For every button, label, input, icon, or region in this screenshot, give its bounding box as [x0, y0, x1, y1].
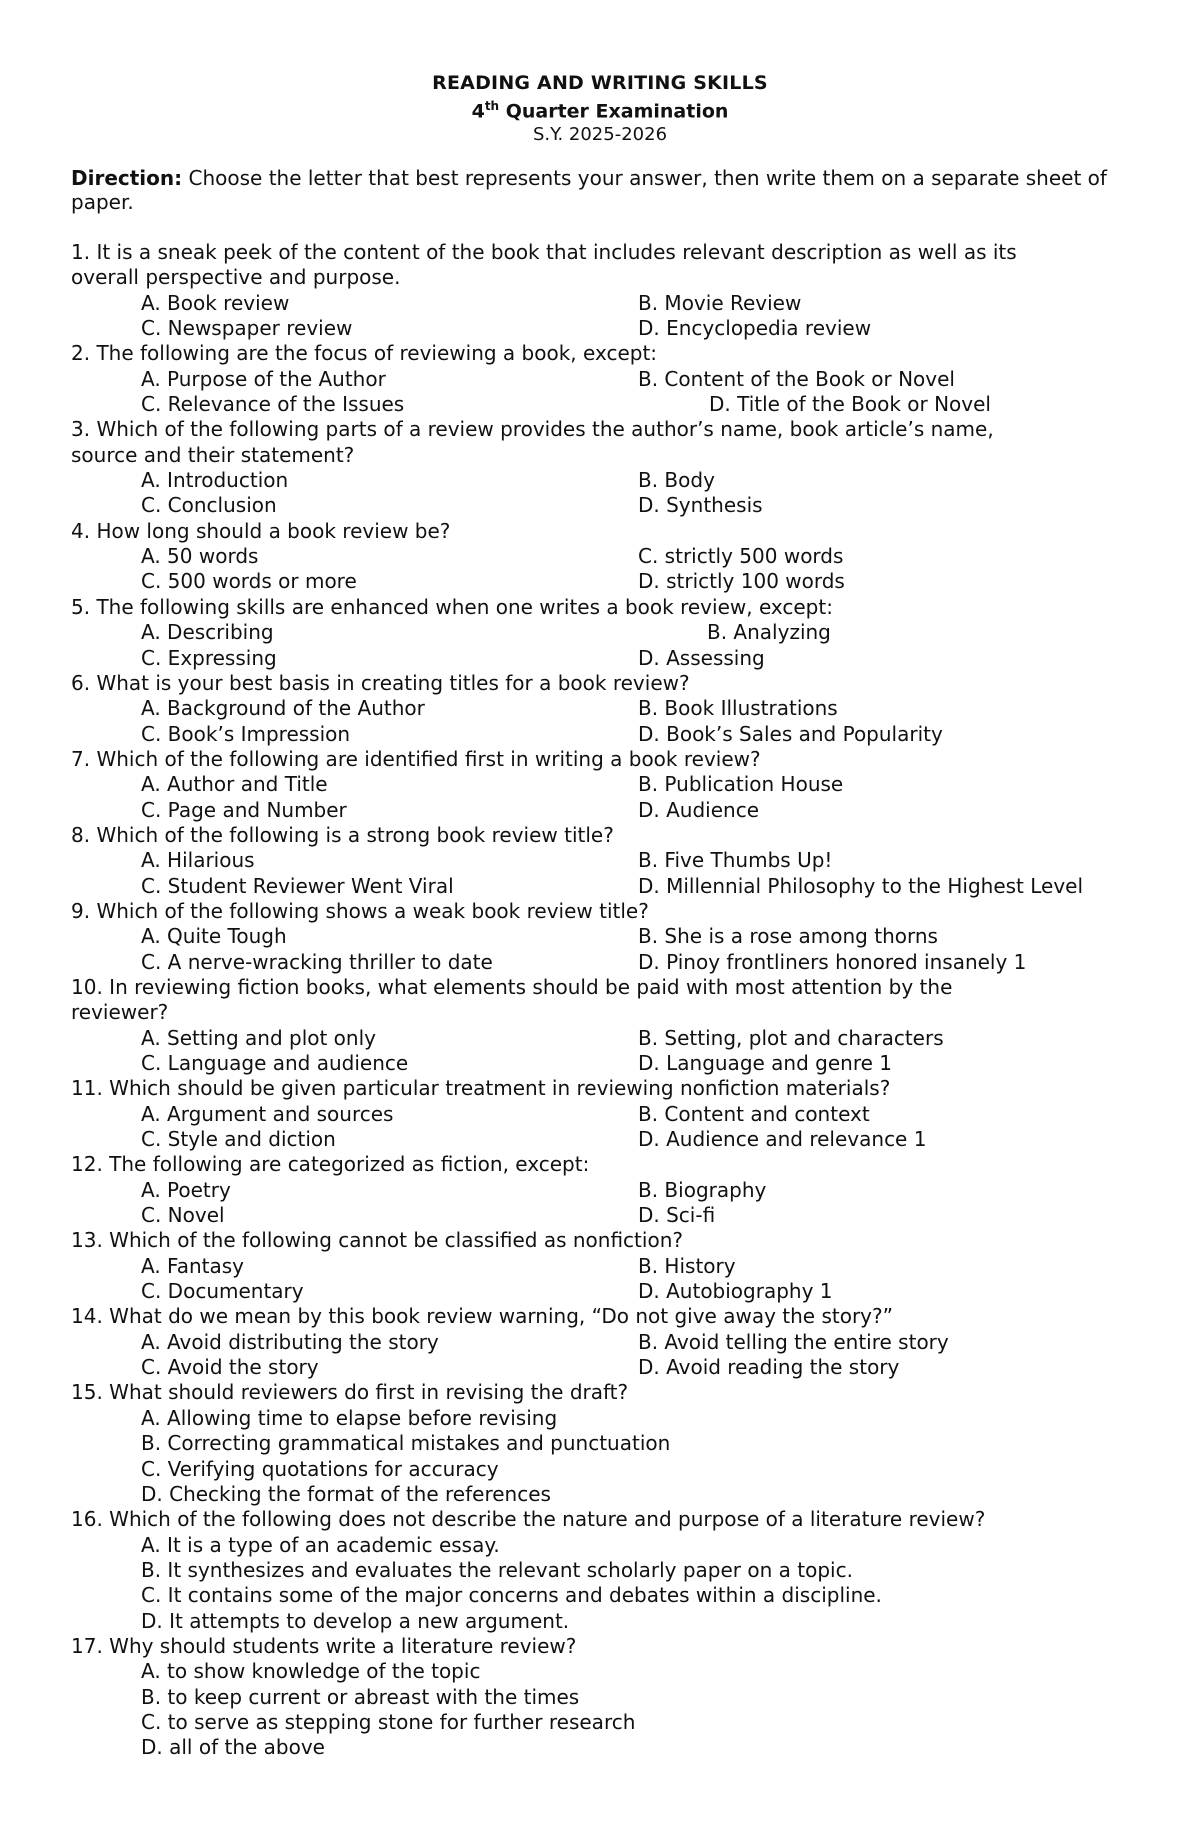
- question-text: 6. What is your best basis in creating titles for a book review?: [71, 670, 690, 695]
- option-d: D. Encyclopedia review: [638, 316, 872, 341]
- option-a: A. Purpose of the Author: [141, 366, 386, 391]
- option-a: A. Fantasy: [141, 1253, 244, 1278]
- option-d: D. Pinoy frontliners honored insanely 1: [638, 949, 1027, 974]
- options-row: [71, 1127, 1131, 1152]
- option-c-right: C. strictly 500 words: [638, 544, 844, 569]
- option-c: C. to serve as stepping stone for further research: [141, 1709, 636, 1734]
- option-a: A. Describing: [141, 620, 274, 645]
- question-text: 7. Which of the following are identified first in writing a book review?: [71, 746, 761, 771]
- option-a: A. Poetry: [141, 1177, 231, 1202]
- option-d: D. Audience and relevance 1: [638, 1127, 927, 1152]
- question-text-cont: source and their statement?: [71, 442, 355, 467]
- question-text: 9. Which of the following shows a weak book review title?: [71, 898, 649, 923]
- option-b: B. Content and context: [638, 1101, 870, 1126]
- options-row: [71, 620, 1131, 645]
- option-b: B. to keep current or abreast with the times: [141, 1684, 580, 1709]
- question-text: 12. The following are categorized as fiction, except:: [71, 1152, 590, 1177]
- option-c: C. 500 words or more: [141, 569, 357, 594]
- question-text: 17. Why should students write a literature review?: [71, 1633, 577, 1658]
- option-a: A. Background of the Author: [141, 696, 425, 721]
- question-4: [71, 519, 1131, 544]
- option-b: B. Five Thumbs Up!: [638, 848, 833, 873]
- option-d: D. Title of the Book or Novel: [709, 392, 991, 417]
- option-d: D. Autobiography 1: [638, 1279, 833, 1304]
- options-row: [71, 316, 1131, 341]
- options-row: [71, 291, 1131, 316]
- option-b: B. Correcting grammatical mistakes and punctuation: [141, 1431, 671, 1456]
- option-c: C. Book’s Impression: [141, 721, 351, 746]
- options-row: [71, 367, 1131, 392]
- option-c: C. Documentary: [141, 1279, 304, 1304]
- option-c: C. Avoid the story: [141, 1355, 319, 1380]
- option-b: B. History: [638, 1253, 736, 1278]
- option-c: C. Page and Number: [141, 797, 347, 822]
- question-text-cont: reviewer?: [71, 1000, 169, 1025]
- question-13: [71, 1228, 1131, 1253]
- options-row: [71, 1482, 1131, 1507]
- option-d: D. Language and genre 1: [638, 1051, 893, 1075]
- option-d: D. Sci-fi: [638, 1203, 716, 1228]
- options-row: [71, 1533, 1131, 1558]
- option-a: A. Book review: [141, 290, 290, 315]
- option-c: C. Student Reviewer Went Viral: [141, 873, 454, 898]
- option-b: B. Analyzing: [707, 620, 831, 645]
- question-8: [71, 823, 1131, 848]
- direction-label: Direction:: [71, 166, 183, 190]
- question-text: 11. Which should be given particular treatment in reviewing nonfiction materials?: [71, 1076, 891, 1101]
- options-row: [71, 1254, 1131, 1279]
- option-a: A. Hilarious: [141, 848, 255, 873]
- option-d: D. It attempts to develop a new argument.: [141, 1608, 570, 1633]
- question-text: 3. Which of the following parts of a review provides the author’s name, book article’s name,: [71, 417, 994, 442]
- options-row: [71, 646, 1131, 671]
- exam-header: [0, 72, 1200, 146]
- option-d: D. Assessing: [638, 645, 765, 670]
- option-a: A. Introduction: [141, 468, 289, 493]
- option-b: B. Movie Review: [638, 290, 802, 315]
- options-row: [71, 1583, 1131, 1608]
- question-17: [71, 1634, 1131, 1659]
- options-row: [71, 1203, 1131, 1228]
- options-row: [71, 1178, 1131, 1203]
- options-row: [71, 1102, 1131, 1127]
- options-row: [71, 1685, 1131, 1710]
- question-14: [71, 1304, 1131, 1329]
- options-row: [71, 1355, 1131, 1380]
- question-11: [71, 1076, 1131, 1101]
- option-a: A. to show knowledge of the topic: [141, 1659, 481, 1684]
- options-row: [71, 772, 1131, 797]
- option-d: D. Millennial Philosophy to the Highest Level: [638, 873, 1084, 898]
- option-c: C. Relevance of the Issues: [141, 392, 405, 417]
- options-row: [71, 1026, 1131, 1051]
- options-row: [71, 1735, 1131, 1760]
- option-c: C. Conclusion: [141, 493, 277, 518]
- option-a: A. Setting and plot only: [141, 1025, 376, 1050]
- options-row: [71, 392, 1131, 417]
- question-continuation: [71, 1000, 1131, 1025]
- options-row: [71, 1558, 1131, 1583]
- options-row: [71, 1431, 1131, 1456]
- option-c: C. Verifying quotations for accuracy: [141, 1456, 499, 1481]
- question-text: 5. The following skills are enhanced when one writes a book review, except:: [71, 594, 833, 619]
- options-row: [71, 722, 1131, 747]
- options-row: [71, 544, 1131, 569]
- question-16: [71, 1507, 1131, 1532]
- option-c: C. Language and audience: [141, 1051, 409, 1075]
- question-text: 15. What should reviewers do first in revising the draft?: [71, 1380, 629, 1405]
- options-row: [71, 1457, 1131, 1482]
- option-b: B. Biography: [638, 1177, 767, 1202]
- options-row: [71, 1710, 1131, 1735]
- question-3: [71, 417, 1131, 442]
- option-d: D. all of the above: [141, 1735, 325, 1760]
- question-text: 14. What do we mean by this book review warning, “Do not give away the story?”: [71, 1304, 893, 1329]
- option-a: A. Allowing time to elapse before revising: [141, 1405, 558, 1430]
- question-text-cont: overall perspective and purpose.: [71, 265, 401, 290]
- question-text: 1. It is a sneak peek of the content of the book that includes relevant description as well as its: [71, 240, 1017, 264]
- question-continuation: [71, 443, 1131, 468]
- option-c: C. Style and diction: [141, 1127, 336, 1152]
- option-a: A. Argument and sources: [141, 1101, 394, 1126]
- option-b: B. Body: [638, 468, 715, 493]
- option-d: D. Book’s Sales and Popularity: [638, 721, 943, 746]
- question-10: [71, 975, 1131, 1000]
- option-a: A. It is a type of an academic essay.: [141, 1532, 500, 1557]
- option-b: B. Book Illustrations: [638, 696, 838, 721]
- options-row: [71, 468, 1131, 493]
- options-row: [71, 1406, 1131, 1431]
- option-b: B. Avoid telling the entire story: [638, 1329, 949, 1354]
- option-b: B. Content of the Book or Novel: [638, 366, 955, 391]
- quarter-number: 4: [471, 100, 485, 123]
- options-row: [71, 493, 1131, 518]
- question-15: [71, 1380, 1131, 1405]
- options-row: [71, 1330, 1131, 1355]
- options-row: [71, 1279, 1131, 1304]
- question-text: 13. Which of the following cannot be classified as nonfiction?: [71, 1228, 683, 1253]
- options-row: [71, 696, 1131, 721]
- options-row: [71, 569, 1131, 594]
- option-c: C. A nerve-wracking thriller to date: [141, 949, 493, 974]
- question-continuation: [71, 265, 1131, 290]
- question-2: [71, 341, 1131, 366]
- school-year: S.Y. 2025-2026: [532, 124, 668, 146]
- option-d: D. Checking the format of the references: [141, 1481, 551, 1506]
- question-text: 8. Which of the following is a strong book review title?: [71, 822, 614, 847]
- options-row: [71, 798, 1131, 823]
- direction-text: Choose the letter that best represents your answer, then write them on a separate sheet of paper.: [71, 166, 1107, 214]
- quarter-superscript: th: [484, 99, 500, 113]
- direction-paragraph: [71, 166, 1131, 214]
- question-list: [71, 240, 1131, 1761]
- question-7: [71, 747, 1131, 772]
- question-text: 4. How long should a book review be?: [71, 518, 451, 543]
- question-1: [71, 240, 1131, 265]
- question-text: 10. In reviewing fiction books, what elements should be paid with most attention by the: [71, 974, 953, 999]
- options-row: [71, 1609, 1131, 1634]
- option-b: B. It synthesizes and evaluates the relevant scholarly paper on a topic.: [141, 1557, 853, 1582]
- option-d: D. Audience: [638, 797, 760, 822]
- option-c: C. Expressing: [141, 645, 277, 670]
- options-row: [71, 1051, 1131, 1076]
- option-b: B. Publication House: [638, 772, 844, 797]
- option-d: D. Synthesis: [638, 493, 763, 518]
- option-a: A. Author and Title: [141, 772, 328, 797]
- question-6: [71, 671, 1131, 696]
- option-a: A. 50 words: [141, 544, 259, 569]
- options-row: [71, 874, 1131, 899]
- question-12: [71, 1152, 1131, 1177]
- question-text: 16. Which of the following does not describe the nature and purpose of a literature review?: [71, 1507, 986, 1532]
- option-d: D. Avoid reading the story: [638, 1355, 900, 1380]
- question-5: [71, 595, 1131, 620]
- option-b: B. Setting, plot and characters: [638, 1025, 944, 1050]
- option-c: C. Novel: [141, 1203, 225, 1228]
- option-b: B. She is a rose among thorns: [638, 924, 938, 949]
- option-c: C. It contains some of the major concerns and debates within a discipline.: [141, 1583, 882, 1608]
- exam-title: READING AND WRITING SKILLS: [432, 72, 768, 94]
- option-a: A. Avoid distributing the story: [141, 1329, 439, 1354]
- question-9: [71, 899, 1131, 924]
- option-c: C. Newspaper review: [141, 316, 353, 341]
- options-row: [71, 924, 1131, 949]
- question-text: 2. The following are the focus of reviewing a book, except:: [71, 341, 658, 366]
- option-a: A. Quite Tough: [141, 924, 287, 949]
- options-row: [71, 1659, 1131, 1684]
- options-row: [71, 950, 1131, 975]
- option-d: D. strictly 100 words: [638, 569, 845, 594]
- exam-quarter: [0, 95, 1200, 123]
- quarter-label: Quarter Examination: [499, 100, 729, 123]
- options-row: [71, 848, 1131, 873]
